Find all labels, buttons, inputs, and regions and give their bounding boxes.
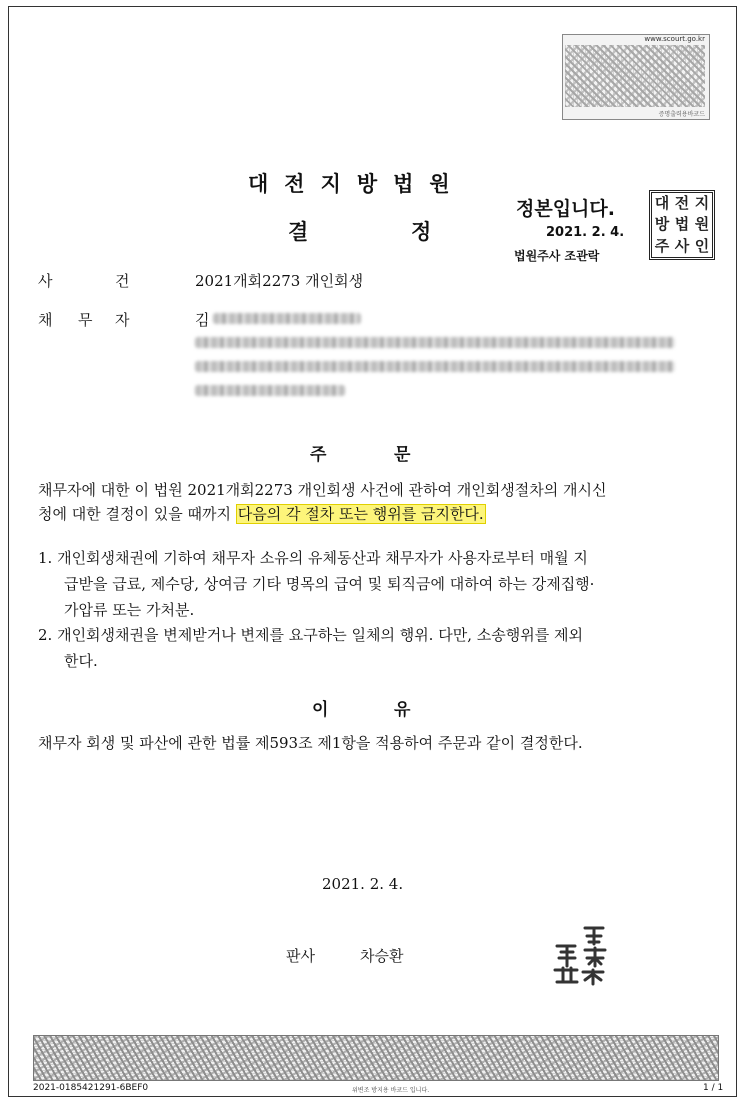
seal-char: 인 <box>694 236 710 255</box>
order-item-2-line-2: 한다. <box>64 652 98 670</box>
redacted-line <box>195 361 675 372</box>
order-intro-line-1: 채무자에 대한 이 법원 2021개회2273 개인회생 사건에 관하여 개인회생절차의 개시신 <box>38 481 607 499</box>
seal-char: 사 <box>674 236 690 255</box>
certified-copy-label: 정본입니다. <box>516 198 615 220</box>
case-number: 2021개회2273 개인회생 <box>195 272 364 290</box>
order-heading-char-2: 문 <box>394 445 411 465</box>
redacted-line <box>195 385 345 396</box>
seal-char: 전 <box>674 194 690 212</box>
anti-forgery-note: 위변조 방지용 바코드 입니다. <box>352 1087 430 1094</box>
doc-type-char-2: 정 <box>411 220 432 244</box>
court-name: 대전지방법원 <box>248 172 466 196</box>
redacted-line <box>195 337 675 348</box>
order-item-2-line-1: 2. 개인회생채권을 변제받거나 변제를 요구하는 일체의 행위. 다만, 소송행위를 제외 <box>38 626 583 644</box>
order-item-1-line-3: 가압류 또는 가처분. <box>64 601 195 619</box>
order-item-1-line-1: 1. 개인회생채권에 기하여 채무자 소유의 유체동산과 채무자가 사용자로부터 매월 지 <box>38 549 588 567</box>
seal-char: 원 <box>694 215 710 234</box>
page-number: 1 / 1 <box>703 1083 724 1093</box>
qr-caption: 증명출력용바코드 <box>658 111 705 118</box>
qr-url: www.scourt.go.kr <box>644 35 705 43</box>
judge-seal-icon <box>549 922 615 988</box>
order-intro-line-2 <box>38 502 486 526</box>
ruling-date: 2021. 2. 4. <box>322 875 404 893</box>
debtor-label-char-2: 무 <box>78 311 93 329</box>
seal-char: 지 <box>694 194 710 212</box>
debtor-label-char-1: 채 <box>38 311 53 329</box>
debtor-label-char-3: 자 <box>115 311 130 329</box>
barcode-pattern-icon <box>565 45 705 107</box>
court-seal-stamp <box>649 190 715 260</box>
seal-char: 대 <box>654 194 670 212</box>
debtor-name: 김 <box>195 311 210 329</box>
judge-title: 판사 <box>286 947 315 965</box>
certified-date: 2021. 2. 4. <box>546 225 625 240</box>
certified-clerk: 법원주사 조관락 <box>514 249 600 263</box>
seal-char: 방 <box>654 215 670 234</box>
verification-barcode <box>562 34 710 120</box>
order-heading-char-1: 주 <box>310 445 327 465</box>
order-intro-line-2-text: 청에 대한 결정이 있을 때까지 <box>38 505 236 523</box>
case-label-char-2: 건 <box>115 272 130 290</box>
reason-heading-char-1: 이 <box>312 700 329 720</box>
anti-forgery-barcode <box>33 1035 719 1081</box>
seal-char: 주 <box>654 236 670 255</box>
order-item-1-line-2: 급받을 급료, 제수당, 상여금 기타 명목의 급여 및 퇴직금에 대하여 하는 강제집행· <box>64 575 595 593</box>
reason-heading-char-2: 유 <box>394 700 411 720</box>
judge-name: 차승환 <box>360 947 404 965</box>
seal-char: 법 <box>674 215 690 234</box>
document-id: 2021-0185421291-6BEF0 <box>33 1083 149 1093</box>
highlighted-prohibition: 다음의 각 절차 또는 행위를 금지한다. <box>237 505 484 523</box>
reason-text: 채무자 회생 및 파산에 관한 법률 제593조 제1항을 적용하여 주문과 같이 결정한다. <box>38 734 583 752</box>
doc-type-char-1: 결 <box>288 220 309 244</box>
redacted-line <box>213 313 361 324</box>
case-label-char-1: 사 <box>38 272 53 290</box>
